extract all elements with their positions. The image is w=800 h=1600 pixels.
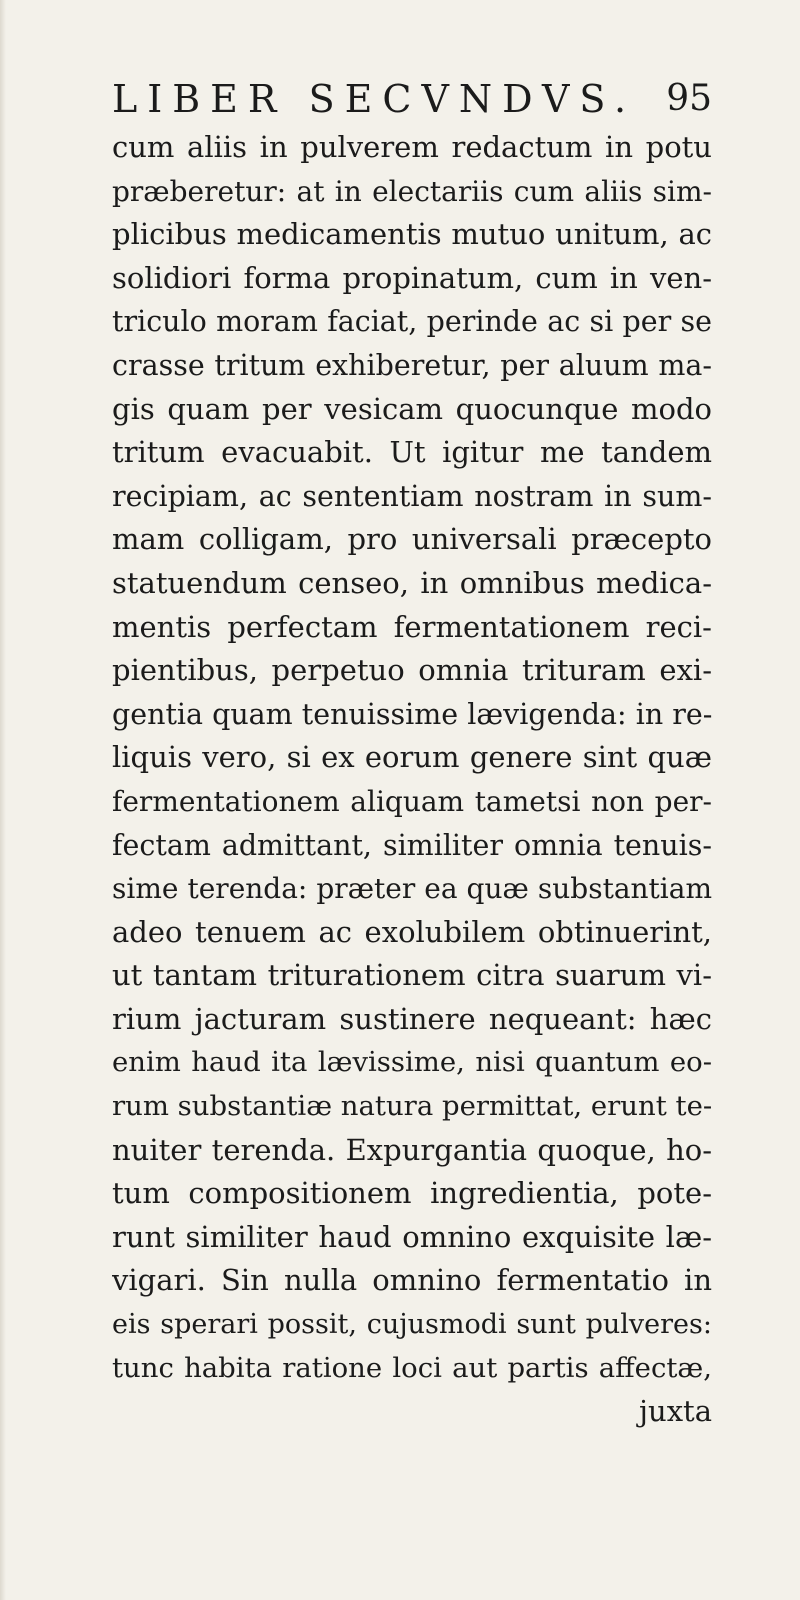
- text-line: gis quam per vesicam quocunque modo: [112, 391, 712, 426]
- text-line: præberetur: at in electariis cum aliis sim-: [112, 174, 712, 208]
- page-header: [112, 74, 712, 124]
- running-title: LIBER SECVNDVS.: [112, 77, 637, 121]
- text-line: ut tantam triturationem citra suarum vi-: [112, 958, 712, 993]
- text-line: runt similiter haud omnino exquisite læ-: [112, 1219, 712, 1254]
- text-line: tunc habita ratione loci aut partis affectæ,: [112, 1351, 712, 1384]
- text-line: vigari. Sin nulla omnino fermentatio in: [112, 1263, 712, 1298]
- text-line: enim haud ita lævissime, nisi quantum eo-: [112, 1046, 712, 1079]
- text-line: plicibus medicamentis mutuo unitum, ac: [112, 217, 712, 252]
- catchword: juxta: [639, 1394, 712, 1429]
- text-line: nuiter terenda. Expurgantia quoque, ho-: [112, 1132, 712, 1167]
- text-line: pientibus, perpetuo omnia trituram exi-: [112, 653, 712, 688]
- text-line: mentis perfectam fermentationem reci-: [112, 609, 712, 644]
- text-line: eis sperari possit, cujusmodi sunt pulveres:: [112, 1309, 712, 1341]
- text-line: triculo moram faciat, perinde ac si per se: [112, 305, 712, 339]
- text-line: adeo tenuem ac exolubilem obtinuerint,: [112, 914, 712, 949]
- text-line: liquis vero, si ex eorum genere sint quæ: [112, 740, 712, 775]
- text-line: sime terenda: præter ea quæ substantiam: [112, 872, 712, 906]
- text-line: rum substantiæ natura permittat, erunt te-: [112, 1090, 712, 1123]
- page-number: 95: [666, 78, 712, 119]
- text-line: fectam admittant, similiter omnia tenuis-: [112, 828, 712, 862]
- text-line: solidiori forma propinatum, cum in ven-: [112, 260, 712, 295]
- text-line: tum compositionem ingredientia, pote-: [112, 1176, 712, 1211]
- text-line: statuendum censeo, in omnibus medica-: [112, 565, 712, 600]
- text-line: rium jacturam sustinere nequeant: hæc: [112, 1001, 712, 1036]
- text-line: crasse tritum exhiberetur, per aluum ma-: [112, 348, 712, 382]
- text-line: tritum evacuabit. Ut igitur me tandem: [112, 435, 712, 470]
- text-line: gentia quam tenuissime lævigenda: in re-: [112, 697, 712, 731]
- text-line: fermentationem aliquam tametsi non per-: [112, 784, 712, 818]
- text-line: cum aliis in pulverem redactum in potu: [112, 130, 712, 164]
- text-line: recipiam, ac sententiam nostram in sum-: [112, 479, 712, 513]
- text-line: mam colligam, pro universali præcepto: [112, 522, 712, 557]
- body-text: [112, 126, 712, 1434]
